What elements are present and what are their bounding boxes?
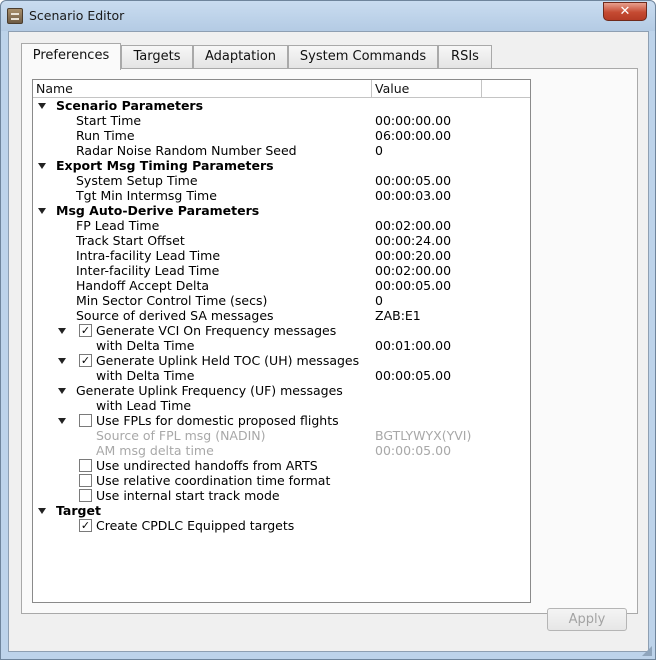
tree-row-use-fpls[interactable] <box>33 413 530 428</box>
row-label: with Delta Time <box>96 338 195 353</box>
row-value[interactable]: 00:00:00.00 <box>375 113 452 128</box>
create-cpdlc-checkbox[interactable]: ✓ <box>80 519 91 532</box>
row-label: Track Start Offset <box>76 233 185 248</box>
row-label: AM msg delta time <box>96 443 214 458</box>
tree-row-radar-noise-seed[interactable] <box>33 143 530 158</box>
generate-uh-checkbox[interactable]: ✓ <box>80 354 91 367</box>
row-label: with Lead Time <box>96 398 192 413</box>
tree-row-vci-delta-time[interactable] <box>33 338 530 353</box>
row-label: Handoff Accept Delta <box>76 278 210 293</box>
row-value[interactable]: 0 <box>375 143 383 158</box>
internal-start-track-checkbox[interactable] <box>79 489 92 502</box>
row-label: with Delta Time <box>96 368 195 383</box>
tree-row-source-fpl-msg <box>33 428 530 443</box>
tree-row-inter-facility-lead-time[interactable] <box>33 263 530 278</box>
row-label: Create CPDLC Equipped targets <box>96 518 295 533</box>
tree-row-generate-uh[interactable] <box>33 353 530 368</box>
tree-row-export-msg-timing[interactable] <box>33 158 530 173</box>
row-label: System Setup Time <box>76 173 198 188</box>
collapse-arrow-icon[interactable] <box>58 413 68 428</box>
tree-row-undirected-handoffs[interactable] <box>33 458 530 473</box>
tree-row-generate-uf[interactable] <box>33 383 530 398</box>
use-fpls-checkbox[interactable] <box>79 414 92 427</box>
row-value[interactable]: 00:00:24.00 <box>375 233 452 248</box>
tree-row-handoff-accept-delta[interactable] <box>33 278 530 293</box>
tree-row-start-time[interactable] <box>33 113 530 128</box>
close-button[interactable]: ✕ <box>603 2 647 21</box>
collapse-arrow-icon[interactable] <box>38 158 48 173</box>
row-label: Min Sector Control Time (secs) <box>76 293 268 308</box>
collapse-arrow-icon[interactable] <box>38 203 48 218</box>
table-header <box>33 80 530 98</box>
tab-adaptation[interactable]: Adaptation <box>193 45 288 69</box>
tree-row-tgt-min-intermsg-time[interactable] <box>33 188 530 203</box>
row-label: Generate Uplink Frequency (UF) messages <box>76 383 343 398</box>
tree-row-min-sector-control-time[interactable] <box>33 293 530 308</box>
preferences-panel <box>21 68 638 614</box>
apply-button[interactable]: Apply <box>547 608 627 631</box>
collapse-arrow-icon[interactable] <box>38 503 48 518</box>
tree-row-run-time[interactable] <box>33 128 530 143</box>
tree-row-internal-start-track[interactable] <box>33 488 530 503</box>
tree-row-intra-facility-lead-time[interactable] <box>33 248 530 263</box>
row-label: Use relative coordination time format <box>96 473 331 488</box>
row-value[interactable]: 00:00:03.00 <box>375 188 452 203</box>
tree-row-scenario-parameters[interactable] <box>33 98 530 113</box>
row-label: Intra-facility Lead Time <box>76 248 221 263</box>
row-label: Generate VCI On Frequency messages <box>96 323 337 338</box>
row-value[interactable]: 0 <box>375 293 383 308</box>
tab-preferences[interactable]: Preferences <box>21 43 121 70</box>
group-label: Msg Auto-Derive Parameters <box>56 203 260 218</box>
row-label: Source of FPL msg (NADIN) <box>96 428 266 443</box>
row-value[interactable]: 00:02:00.00 <box>375 263 452 278</box>
row-label: FP Lead Time <box>76 218 160 233</box>
row-value[interactable]: 00:00:05.00 <box>375 173 452 188</box>
collapse-arrow-icon[interactable] <box>58 383 68 398</box>
row-label: Use FPLs for domestic proposed flights <box>96 413 339 428</box>
row-value[interactable]: 00:00:05.00 <box>375 278 452 293</box>
row-label: Use undirected handoffs from ARTS <box>96 458 318 473</box>
undirected-handoffs-checkbox[interactable] <box>79 459 92 472</box>
group-label: Scenario Parameters <box>56 98 204 113</box>
title-bar[interactable] <box>1 1 655 31</box>
relative-coordination-checkbox[interactable] <box>79 474 92 487</box>
row-label: Tgt Min Intermsg Time <box>76 188 217 203</box>
tree-row-target[interactable] <box>33 503 530 518</box>
tab-system-commands[interactable]: System Commands <box>288 45 438 69</box>
tree-row-source-derived-sa[interactable] <box>33 308 530 323</box>
row-value[interactable]: 00:01:00.00 <box>375 338 452 353</box>
row-label: Generate Uplink Held TOC (UH) messages <box>96 353 360 368</box>
tree-row-msg-auto-derive[interactable] <box>33 203 530 218</box>
tab-rsis[interactable]: RSIs <box>438 45 492 69</box>
group-label: Export Msg Timing Parameters <box>56 158 274 173</box>
row-label: Inter-facility Lead Time <box>76 263 220 278</box>
collapse-arrow-icon[interactable] <box>58 323 68 338</box>
preferences-tree-table[interactable] <box>32 79 531 603</box>
row-value[interactable]: ZAB:E1 <box>375 308 421 323</box>
row-value[interactable]: 06:00:00.00 <box>375 128 452 143</box>
client-area <box>8 31 649 652</box>
row-value[interactable]: 00:00:05.00 <box>375 368 452 383</box>
collapse-arrow-icon[interactable] <box>58 353 68 368</box>
tree-row-track-start-offset[interactable] <box>33 233 530 248</box>
app-icon <box>7 8 23 24</box>
row-label: Start Time <box>76 113 142 128</box>
row-value[interactable]: 00:02:00.00 <box>375 218 452 233</box>
row-value: 00:00:05.00 <box>375 443 452 458</box>
tree-row-fp-lead-time[interactable] <box>33 218 530 233</box>
tree-row-create-cpdlc[interactable] <box>33 518 530 533</box>
row-label: Source of derived SA messages <box>76 308 274 323</box>
tree-row-uf-lead-time[interactable] <box>33 398 530 413</box>
column-header-name[interactable]: Name <box>33 80 372 98</box>
tree-row-system-setup-time[interactable] <box>33 173 530 188</box>
collapse-arrow-icon[interactable] <box>38 98 48 113</box>
resize-grip-icon[interactable] <box>641 645 653 657</box>
row-value: BGTLYWYX(YVI) <box>375 428 472 443</box>
tree-row-relative-coordination[interactable] <box>33 473 530 488</box>
window-title: Scenario Editor <box>29 8 125 23</box>
generate-vci-checkbox[interactable]: ✓ <box>80 324 91 337</box>
tree-rows <box>33 98 530 533</box>
row-label: Radar Noise Random Number Seed <box>76 143 297 158</box>
tree-row-generate-vci[interactable] <box>33 323 530 338</box>
column-header-value[interactable]: Value <box>372 80 482 98</box>
tree-row-am-msg-delta <box>33 443 530 458</box>
tree-row-uh-delta-time[interactable] <box>33 368 530 383</box>
group-label: Target <box>56 503 101 518</box>
row-value[interactable]: 00:00:20.00 <box>375 248 452 263</box>
tab-targets[interactable]: Targets <box>121 45 193 69</box>
row-label: Run Time <box>76 128 135 143</box>
row-label: Use internal start track mode <box>96 488 280 503</box>
